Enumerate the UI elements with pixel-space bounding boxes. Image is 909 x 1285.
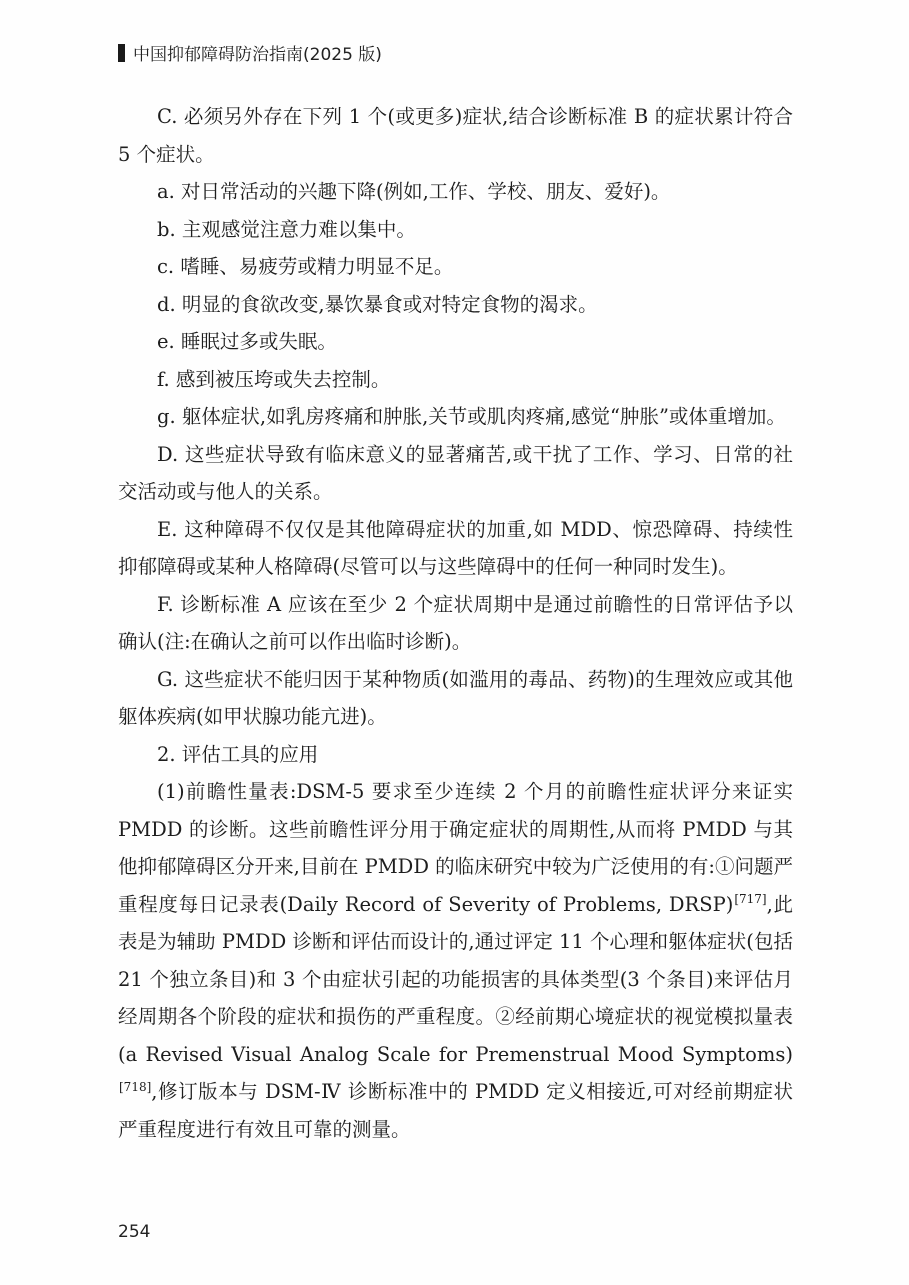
running-header — [118, 40, 382, 65]
body-text — [118, 98, 793, 1148]
assessment-tools-paragraph — [118, 773, 793, 1148]
criterion-c-item-g: g. 躯体症状,如乳房疼痛和肿胀,关节或肌肉疼痛,感觉“肿胀”或体重增加。 — [157, 405, 786, 428]
citation-718: [718] — [119, 1079, 152, 1094]
criterion-e: E. 这种障碍不仅仅是其他障碍症状的加重,如 MDD、惊恐障碍、持续性抑郁障碍或某种人格障碍(尽管可以与这些障碍中的任何一种同时发生)。 — [118, 517, 793, 578]
criterion-f: F. 诊断标准 A 应该在至少 2 个症状周期中是通过前瞻性的日常评估予以确认(注:在确认之前可以作出临时诊断)。 — [118, 592, 793, 653]
tools-text-part2: ,此表是为辅助 PMDD 诊断和评估而设计的,通过评定 11 个心理和躯体症状(包括 21 个独立条目)和 3 个由症状引起的功能损害的具体类型(3 个条目)来评估月经周期各个阶段的症状和损伤的严重程度。②经前期心境症状的视觉模拟量表(a Revised Visual Analog Scale for Premenstrual Mood Symptoms) — [118, 892, 794, 1066]
criterion-d: D. 这些症状导致有临床意义的显著痛苦,或干扰了工作、学习、日常的社交活动或与他人的关系。 — [118, 442, 793, 503]
tools-text-part3: ,修订版本与 DSM-Ⅳ 诊断标准中的 PMDD 定义相接近,可对经前期症状严重程度进行有效且可靠的测量。 — [118, 1080, 793, 1141]
tools-text-part1: (1)前瞻性量表:DSM-5 要求至少连续 2 个月的前瞻性症状评分来证实 PMDD 的诊断。这些前瞻性评分用于确定症状的周期性,从而将 PMDD 与其他抑郁障碍区分开来,目前在 PMDD 的临床研究中较为广泛使用的有:①问题严重程度每日记录表(Daily Record of Severity of Problems, DRSP) — [118, 780, 793, 916]
page-number: 254 — [118, 1222, 151, 1242]
criterion-c-item-d: d. 明显的食欲改变,暴饮暴食或对特定食物的渴求。 — [157, 292, 598, 316]
header-marker-bar — [118, 44, 125, 62]
criterion-c: C. 必须另外存在下列 1 个(或更多)症状,结合诊断标准 B 的症状累计符合 5 个症状。 — [118, 105, 793, 166]
citation-717: [717] — [734, 892, 767, 906]
section-heading: 2. 评估工具的应用 — [157, 742, 319, 766]
criterion-c-item-f: f. 感到被压垮或失去控制。 — [157, 367, 391, 391]
running-header-title: 中国抑郁障碍防治指南(2025 版) — [133, 45, 382, 65]
criterion-c-item-b: b. 主观感觉注意力难以集中。 — [157, 217, 416, 241]
criterion-c-item-e: e. 睡眠过多或失眠。 — [157, 330, 337, 353]
criterion-c-item-a: a. 对日常活动的兴趣下降(例如,工作、学校、朋友、爱好)。 — [157, 180, 671, 203]
criterion-g: G. 这些症状不能归因于某种物质(如滥用的毒品、药物)的生理效应或其他躯体疾病(如甲状腺功能亢进)。 — [118, 667, 793, 728]
criterion-c-item-c: c. 嗜睡、易疲劳或精力明显不足。 — [157, 255, 454, 278]
